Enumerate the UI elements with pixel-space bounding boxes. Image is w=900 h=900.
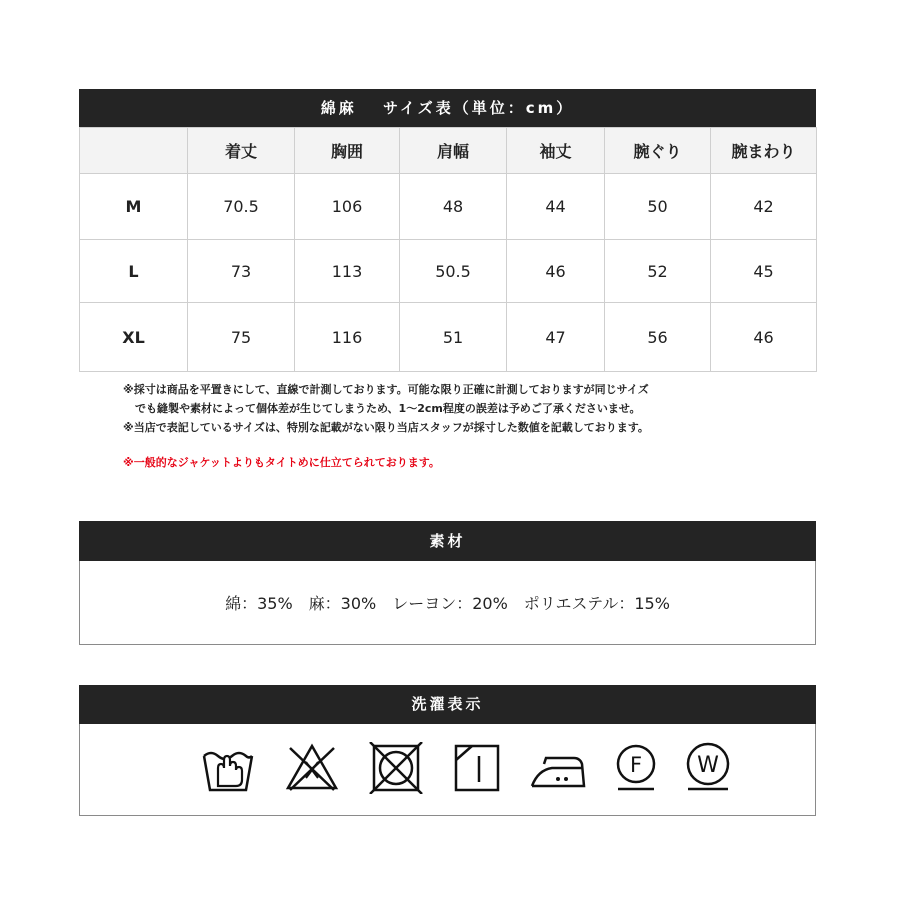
table-cell: 46: [507, 240, 605, 303]
no-bleach-icon: [284, 742, 340, 794]
header-cell: 胸囲: [295, 128, 400, 174]
table-cell: 51: [400, 303, 507, 372]
table-cell: 52: [605, 240, 711, 303]
size-label-cell: L: [80, 240, 188, 303]
table-cell: 48: [400, 174, 507, 240]
table-cell: 73: [188, 240, 295, 303]
table-row: [80, 240, 817, 303]
header-corner-cell: [80, 128, 188, 174]
care-icons-box: [79, 724, 816, 816]
header-cell: 袖丈: [507, 128, 605, 174]
table-cell: 56: [605, 303, 711, 372]
table-cell: 75: [188, 303, 295, 372]
size-label-cell: XL: [80, 303, 188, 372]
size-table: [79, 127, 817, 372]
header-cell: 肩幅: [400, 128, 507, 174]
material-section: [79, 521, 816, 645]
table-cell: 44: [507, 174, 605, 240]
size-table-header-row: [80, 128, 817, 174]
table-cell: 47: [507, 303, 605, 372]
iron-low-icon: [528, 742, 588, 794]
header-cell: 着丈: [188, 128, 295, 174]
table-cell: 116: [295, 303, 400, 372]
material-box: [79, 561, 816, 645]
care-title: 洗濯表示: [79, 685, 816, 724]
size-notes: [123, 380, 649, 472]
table-cell: 70.5: [188, 174, 295, 240]
fit-warning: ※一般的なジャケットよりもタイトめに仕立てられております。: [123, 456, 440, 469]
header-cell: 腕まわり: [711, 128, 817, 174]
size-table-section: [79, 89, 816, 372]
line-dry-shade-icon: [450, 742, 506, 794]
table-cell: 106: [295, 174, 400, 240]
note-line: ※当店で表記しているサイズは、特別な記載がない限り当店スタッフが採寸した数値を記載しております。: [123, 421, 649, 434]
table-cell: 50.5: [400, 240, 507, 303]
table-cell: 42: [711, 174, 817, 240]
table-row: [80, 303, 817, 372]
wet-clean-letter: W: [697, 753, 719, 778]
no-tumble-dry-icon: [368, 742, 424, 794]
hand-wash-icon: [200, 742, 256, 794]
wet-clean-w-icon: [682, 742, 734, 794]
dry-clean-f-icon: [612, 742, 660, 794]
table-cell: 45: [711, 240, 817, 303]
note-line: でも縫製や素材によって個体差が生じてしまうため、1～2cm程度の誤差は予めご了承くださいませ。: [135, 402, 641, 415]
table-cell: 113: [295, 240, 400, 303]
note-line: ※採寸は商品を平置きにして、直線で計測しております。可能な限り正確に計測しておりますが同じサイズ: [123, 383, 649, 396]
material-text: 綿：35% 麻：30% レーヨン：20% ポリエステル：15%: [225, 594, 670, 613]
table-row: [80, 174, 817, 240]
table-cell: 50: [605, 174, 711, 240]
dry-clean-letter: F: [629, 753, 643, 777]
size-table-title: 綿麻 サイズ表（単位：cm）: [79, 89, 816, 127]
care-section: [79, 685, 816, 816]
size-label-cell: M: [80, 174, 188, 240]
material-title: 素材: [79, 521, 816, 561]
header-cell: 腕ぐり: [605, 128, 711, 174]
table-cell: 46: [711, 303, 817, 372]
